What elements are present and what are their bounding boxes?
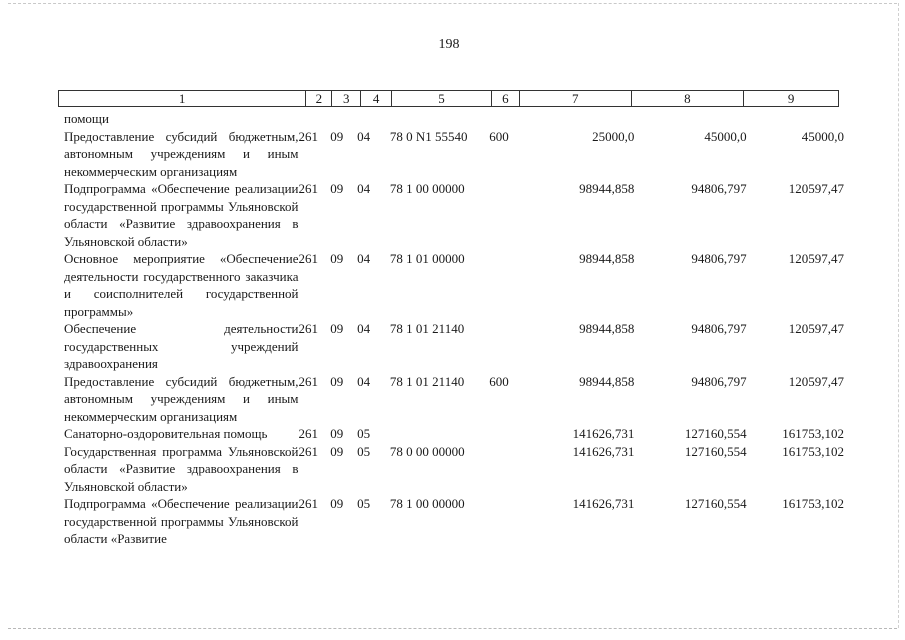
row-subsection-code: 05	[357, 426, 371, 441]
row-subsection-code: 04	[357, 128, 371, 144]
row-name: помощи	[64, 111, 109, 126]
row-name: Санаторно-оздоровительная помощь	[64, 426, 268, 441]
row-amount-col9: 120597,47	[788, 321, 844, 336]
row-name: Предоставление субсидий бюджетным, автономным учреждениям и иным некоммерческим организациям	[64, 128, 299, 179]
page-right-edge	[898, 3, 899, 628]
row-amount-col8: 94806,797	[691, 373, 747, 389]
row-amount-col8: 94806,797	[691, 321, 747, 336]
row-amount-col8: 94806,797	[691, 181, 747, 196]
table-row	[64, 373, 844, 426]
table-row	[64, 128, 844, 181]
column-header-8: 8	[631, 91, 744, 106]
row-amount-col8: 127160,554	[684, 426, 747, 441]
row-section-code: 09	[330, 181, 344, 196]
row-ministry-code: 261	[298, 373, 318, 389]
row-amount-col7: 98944,858	[579, 373, 635, 389]
table-row	[64, 495, 844, 548]
table-row	[64, 180, 844, 250]
row-amount-col9: 120597,47	[788, 181, 844, 196]
table-row	[64, 320, 844, 373]
row-name: Предоставление субсидий бюджетным, автономным учреждениям и иным некоммерческим организациям	[64, 373, 299, 424]
row-amount-col9: 161753,102	[782, 443, 844, 459]
row-ministry-code: 261	[298, 321, 318, 336]
row-amount-col7: 98944,858	[579, 181, 635, 196]
row-amount-col7: 141626,731	[572, 496, 635, 511]
row-amount-col7: 98944,858	[579, 251, 635, 266]
row-ministry-code: 261	[298, 443, 318, 459]
row-amount-col7: 98944,858	[579, 321, 635, 336]
row-amount-col9: 120597,47	[788, 251, 844, 266]
column-header-1: 1	[178, 91, 186, 106]
page-number: 198	[438, 37, 460, 52]
row-name: Государственная программа Ульяновской области «Развитие здравоохранения в Ульяновской области»	[64, 443, 299, 494]
row-amount-col8: 94806,797	[691, 251, 747, 266]
row-section-code: 09	[330, 321, 344, 336]
row-subsection-code: 04	[357, 321, 371, 336]
column-header-3: 3	[331, 91, 360, 106]
row-amount-col9: 161753,102	[782, 426, 844, 441]
row-amount-col7: 141626,731	[572, 426, 635, 441]
row-expense-type: 600	[489, 128, 509, 144]
row-target-item: 78 1 01 21140	[389, 321, 465, 336]
column-header-6: 6	[491, 91, 519, 106]
row-subsection-code: 05	[357, 443, 371, 459]
row-amount-col8: 127160,554	[684, 496, 747, 511]
row-ministry-code: 261	[298, 128, 318, 144]
row-amount-col7: 141626,731	[572, 443, 635, 459]
row-section-code: 09	[330, 496, 344, 511]
table-row	[64, 250, 844, 320]
column-header-9: 9	[743, 91, 838, 106]
row-name: Основное мероприятие «Обеспечение деятельности государственного заказчика и соисполнителей государственной программы»	[64, 251, 299, 319]
row-subsection-code: 04	[357, 373, 371, 389]
row-ministry-code: 261	[298, 426, 318, 441]
row-name: Обеспечение деятельности государственных учреждений здравоохранения	[64, 321, 299, 371]
row-name: Подпрограмма «Обеспечение реализации государственной программы Ульяновской области «Развитие	[64, 496, 299, 546]
row-section-code: 09	[330, 251, 344, 266]
column-header-5: 5	[391, 91, 491, 106]
row-ministry-code: 261	[298, 496, 318, 511]
row-target-item: 78 1 00 00000	[389, 496, 465, 511]
row-amount-col9: 120597,47	[788, 373, 844, 389]
row-target-item: 78 1 00 00000	[389, 181, 465, 196]
row-section-code: 09	[330, 426, 344, 441]
row-target-item: 78 0 N1 55540	[389, 128, 468, 144]
column-header-4: 4	[360, 91, 391, 106]
table-row	[64, 110, 844, 128]
row-expense-type: 600	[489, 373, 509, 389]
budget-table-body	[64, 110, 844, 548]
table-row	[64, 443, 844, 496]
page-bottom-edge	[8, 628, 897, 629]
row-ministry-code: 261	[298, 181, 318, 196]
table-header-row	[58, 90, 839, 107]
row-subsection-code: 04	[357, 251, 371, 266]
row-subsection-code: 04	[357, 181, 371, 196]
row-name: Подпрограмма «Обеспечение реализации государственной программы Ульяновской области «Развитие здравоохранения в Ульяновской области»	[64, 181, 299, 249]
row-amount-col9: 161753,102	[782, 496, 844, 511]
page-top-edge	[8, 3, 897, 4]
row-section-code: 09	[330, 128, 344, 144]
row-section-code: 09	[330, 373, 344, 389]
column-header-7: 7	[519, 91, 631, 106]
row-amount-col7: 25000,0	[592, 128, 635, 144]
table-row	[64, 425, 844, 443]
row-target-item: 78 1 01 21140	[389, 373, 465, 389]
column-header-2: 2	[305, 91, 331, 106]
row-amount-col9: 45000,0	[801, 128, 844, 144]
row-amount-col8: 127160,554	[684, 443, 747, 459]
row-subsection-code: 05	[357, 496, 371, 511]
row-ministry-code: 261	[298, 251, 318, 266]
row-section-code: 09	[330, 443, 344, 459]
row-amount-col8: 45000,0	[704, 128, 747, 144]
row-target-item: 78 1 01 00000	[389, 251, 465, 266]
row-target-item: 78 0 00 00000	[389, 443, 465, 459]
